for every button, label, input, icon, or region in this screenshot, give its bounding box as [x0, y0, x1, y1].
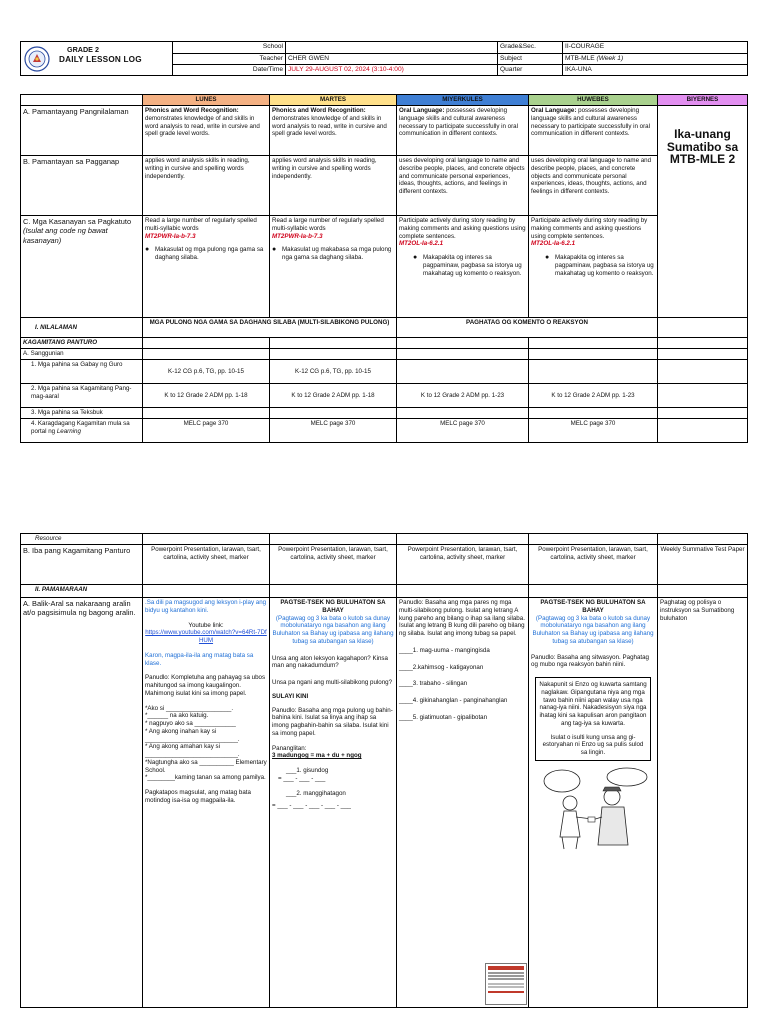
day-header-miyerkules: MIYERKULES: [397, 95, 529, 106]
ref1-biy: [658, 360, 748, 384]
pamamaraan-label: II. PAMAMARAAN: [21, 585, 143, 598]
youtube-link[interactable]: https://www.youtube.com/watch?v=64Rt-7DfHUM: [145, 629, 267, 644]
m-q2: Unsa pa ngani ang multi-silabikong pulong?: [272, 679, 393, 686]
day-header-biyernes: BIYERNES: [658, 95, 748, 106]
ref1-label: 1. Mga pahina sa Gabay ng Guro: [21, 360, 143, 384]
res-miy: [397, 534, 529, 545]
row-c-label-text: C. Mga Kasanayan sa Pagkatuto: [23, 217, 132, 226]
row-c-huw-text: Participate actively during story reading by making comments and asking questions using complete sentences.: [531, 217, 648, 240]
w-item1: ____1. mag-uuma - mangingisda: [399, 646, 490, 654]
row-c-lunes-objective: ● Makasulat og mga pulong nga gama sa daghang silaba.: [145, 246, 267, 262]
ref3-martes: [270, 408, 397, 419]
m-sulayi: SULAYI KINI: [272, 692, 309, 700]
row-a-lunes-head: Phonics and Word Recognition:: [145, 107, 239, 114]
w-item2: ____2.kahimsog - katigayonan: [399, 663, 484, 671]
row-c-lunes-code: MT2PWR-Ia-b-7.3: [145, 232, 196, 240]
row-c-lunes-text: Read a large number of regularly spelled multi-syllabic words: [145, 217, 257, 232]
child-and-police-illustration: [532, 767, 654, 851]
balik-aral-martes: [270, 598, 397, 1008]
sang-miy: [397, 349, 529, 360]
row-c-huwebes: [529, 216, 658, 318]
ref2-huwebes: K to 12 Grade 2 ADM pp. 1-23: [529, 384, 658, 408]
ref1-lunes: K-12 CG p.6, TG, pp. 10-15: [143, 360, 270, 384]
iba-biyernes: Weekly Summative Test Paper: [658, 545, 748, 585]
l-fill-4: * Ang akong inahan kay si ___________________________.: [145, 727, 240, 743]
m-panudlo: Panudlo: Basaha ang mga pulong ug bahin-bahina kini. Isulat sa linya ang ihap sa imong pagbahin-bahin sa silaba. Isulat kini sa imong papel.: [272, 706, 393, 737]
row-c-martes-text: Read a large number of regularly spelled multi-syllabic words: [272, 217, 384, 232]
m-instruction: (Pagtawag og 3 ka bata o kutob sa dunay mobolunataryo nga basahon ang ilang Buluhaton sa Bahay ug ipabasa ang ilahang tubag sa atubangan sa klase): [272, 614, 394, 645]
l-fill-6: *Nagtungha ako sa __________ Elementary School.: [145, 758, 267, 774]
kag-lunes: [143, 338, 270, 349]
pam-biy: [658, 585, 748, 598]
ref2-biy: [658, 384, 748, 408]
row-c-miy-text: Participate actively during story reading by making comments and asking questions using complete sentences.: [399, 217, 526, 240]
l-fill-1: *Ako si ___________________.: [145, 704, 234, 712]
row-b-martes: applies word analysis skills in reading, writing in cursive and spelling words independently.: [270, 156, 397, 216]
ref2-lunes: K to 12 Grade 2 ADM pp. 1-18: [143, 384, 270, 408]
balik-aral-label: A. Balik-Aral sa nakaraang aralin at/o pagsisimula ng bagong aralin.: [21, 598, 143, 1008]
w-item5: ____5. giatimuotan - gipalibotan: [399, 713, 488, 721]
subject-label: Subject: [498, 54, 563, 65]
row-a-huw-head: Oral Language:: [531, 107, 577, 114]
day-header-huwebes: HUWEBES: [529, 95, 658, 106]
row-b-lunes: applies word analysis skills in reading, writing in cursive and spelling words independently.: [143, 156, 270, 216]
ref4-biy: [658, 419, 748, 443]
sang-biy: [658, 349, 748, 360]
teacher-label: Teacher: [173, 54, 286, 65]
row-c-label: [21, 216, 143, 318]
h-instruction: (Pagtawag og 3 ka bata o kutob sa dunay mobolunataryo nga basahon ang ilang Buluhaton sa Bahay ug ipabasa ang ilahang tubag sa atubangan sa klase): [532, 614, 654, 645]
m-pananglitan: Pananglitan:: [272, 744, 307, 752]
balik-aral-miyerkules: [397, 598, 529, 1008]
ref3-lunes: [143, 408, 270, 419]
balik-aral-huwebes: [529, 598, 658, 1008]
header-logo-cell: [21, 42, 173, 76]
l-karon: Karon, magpa-ila-ila ang matag bata sa klase.: [145, 651, 254, 667]
m-q1: Unsa ang aton leksyon kagahapon? Kinsa man ang nakadumdum?: [272, 654, 388, 670]
ref3-huw: [529, 408, 658, 419]
ref3-label: 3. Mga pahina sa Teksbuk: [21, 408, 143, 419]
quarter-value: IKA-UNA: [563, 65, 748, 76]
row-c-label-note: (Isulat ang code ng bawat kasanayan): [23, 226, 108, 245]
sang-martes: [270, 349, 397, 360]
ref4-miyerkules: MELC page 370: [397, 419, 529, 443]
res-martes: [270, 534, 397, 545]
m-item1-blanks: = ___ - ___ - ___: [278, 774, 326, 782]
lesson-table-p2: [20, 533, 748, 1008]
row-b-label: B. Pamantayan sa Pagganap: [21, 156, 143, 216]
sang-huw: [529, 349, 658, 360]
row-c-lunes: [143, 216, 270, 318]
row-a-label: A. Pamantayang Pangnilalaman: [21, 106, 143, 156]
nilalaman-lunes-martes: MGA PULONG NGA GAMA SA DAGHANG SILABA (MULTI-SILABIKONG PULONG): [143, 318, 397, 338]
subject-week: (Week 1): [596, 55, 624, 62]
datetime-label: Date/Time: [173, 65, 286, 76]
subject-value: [563, 54, 748, 65]
res-huw: [529, 534, 658, 545]
nilalaman-label: I. NILALAMAN: [21, 318, 143, 338]
row-a-martes-head: Phonics and Word Recognition:: [272, 107, 366, 114]
w-item3: ____3. trabaho - silingan: [399, 680, 468, 688]
iba-miyerkules: Powerpoint Presentation, larawan, tsart, cartolina, activity sheet, marker: [397, 545, 529, 585]
m-example: 3 madungog = ma + du + ngog: [272, 752, 362, 760]
row-a-martes: [270, 106, 397, 156]
gradesec-value: II-COURAGE: [563, 42, 748, 54]
subject-name: MTB-MLE: [565, 55, 595, 62]
datetime-value: JULY 29-AUGUST 02, 2024 (3:10-4:00): [286, 65, 498, 76]
lesson-table-p1: [20, 94, 748, 443]
kagamitang-panturo-label: KAGAMITANG PANTURO: [21, 338, 143, 349]
ref1-huw: [529, 360, 658, 384]
m-head: PAGTSE-TSEK NG BULUHATON SA BAHAY: [280, 599, 386, 614]
l-fill-3: * nagpuyo ako sa ____________: [145, 720, 236, 727]
iba-martes: Powerpoint Presentation, larawan, tsart, cartolina, activity sheet, marker: [270, 545, 397, 585]
ref1-martes: K-12 CG p.6, TG, pp. 10-15: [270, 360, 397, 384]
ref4-lunes: MELC page 370: [143, 419, 270, 443]
row-c-miy-code: MT2OL-Ia-6.2.1: [399, 240, 444, 248]
row-a-miy-text: possesses developing language skills and cultural awareness necessary to participate successfully in oral communication in different contexts.: [399, 107, 518, 138]
w-panudlo: Panudlo: Basaha ang mga pares ng mga multi-silabikong pulong. Isulat ang letrang A kung pareho ang bilang o ihap sa ilang silaba. Isulat ang letrang B kung dili pareho og bilang ng silaba. Isulat ang imong tubag sa papel.: [399, 599, 525, 637]
nilalaman-biyernes: [658, 318, 748, 338]
ref2-martes: K to 12 Grade 2 ADM pp. 1-18: [270, 384, 397, 408]
ref4-label: [21, 419, 143, 443]
ref4-martes: MELC page 370: [270, 419, 397, 443]
iba-pang-kagamitan-label: B. Iba pang Kagamitang Panturo: [21, 545, 143, 585]
row-a-miy-head: Oral Language:: [399, 107, 445, 114]
row-c-miyerkules: [397, 216, 529, 318]
row-a-lunes: [143, 106, 270, 156]
m-item2: ___2. manggihatagon: [286, 789, 346, 797]
kag-biy: [658, 338, 748, 349]
ref1-miy: [397, 360, 529, 384]
row-c-martes: [270, 216, 397, 318]
teacher-value: CHER GWEN: [286, 54, 498, 65]
biyernes-summative-title: Ika-unang Sumatibo sa MTB-MLE 2: [658, 106, 748, 318]
ref3-miy: [397, 408, 529, 419]
quarter-label: Quarter: [498, 65, 563, 76]
row-c-huw-code: MT2OL-Ia-6.2.1: [531, 240, 576, 248]
school-label: School: [173, 42, 286, 54]
w-item4: ____4. gikinahanglan - panginahanglan: [399, 697, 508, 704]
l-fill-7: *________kaming tanan sa among pamilya.: [145, 774, 266, 782]
h-story: Nakapunit si Enzo og kuwarta samtang naglakaw. Gipangutana niya ang mga tawo bahin niini apan walay usa nga nanag-iya niini. Nakadesisyon siya nga ihatag kini sa kapulisan aron pangitaon ang tag-iya sa kuwarta.: [539, 681, 647, 727]
row-c-martes-objective: ● Makasulat ug makabasa sa mga pulong nga gama sa daghang silaba.: [272, 246, 394, 262]
ref2-label: 2. Mga pahina sa Kagamitang Pang-mag-aaral: [21, 384, 143, 408]
ref4-huwebes: MELC page 370: [529, 419, 658, 443]
m-item2-blanks: = ___ - ___ - ___ - ___ - ___: [272, 802, 351, 810]
corner-cell: [21, 95, 143, 106]
row-b-miyerkules: uses developing oral language to name and describe people, places, and concrete objects and communicate personal experiences, ideas, thoughts, actions, and feelings in different contexts.: [397, 156, 529, 216]
deped-seal-icon: [24, 46, 50, 72]
row-c-miy-objective: ● Makapakita og interes sa pagpaminaw, pagbasa sa istorya ug makahatag ug komento o reaksyon.: [413, 254, 526, 277]
balik-aral-biyernes: Paghatag og polisya o instruksyon sa Sumatibong buluhaton: [658, 598, 748, 1008]
school-value: [286, 42, 498, 54]
ref4-label-learning: Learning: [56, 427, 81, 435]
gradesec-label: Grade&Sec.: [498, 42, 563, 54]
row-a-huw-text: possesses developing language skills and cultural awareness necessary to participate successfully in oral communication in different contexts.: [531, 107, 650, 138]
h-head: PAGTSE-TSEK NG BULUHATON SA BAHAY: [540, 599, 646, 614]
day-header-martes: MARTES: [270, 95, 397, 106]
nilalaman-miy-huw: PAGHATAG OG KOMENTO O REAKSYON: [397, 318, 658, 338]
l-fill-2: *______ na ako katuig.: [145, 712, 209, 720]
header-table: [20, 41, 748, 76]
kag-miy: [397, 338, 529, 349]
res-lunes: [143, 534, 270, 545]
balik-aral-lunes: [143, 598, 270, 1008]
kag-huw: [529, 338, 658, 349]
row-a-lunes-text: demonstrates knowledge of and skills in word analysis to read, write in cursive and spell grade level words.: [145, 114, 260, 138]
resource-label: Resource: [21, 534, 143, 545]
pam-lunes: [143, 585, 270, 598]
l-panudlo: Panudlo: Kompletuha ang pahayag sa ubos mahitungod sa imong kaugalingon. Mahimong isulat kini sa imong papel.: [145, 674, 266, 697]
pam-huw: [529, 585, 658, 598]
worksheet-thumbnail: [485, 963, 527, 1005]
row-a-huwebes: [529, 106, 658, 156]
sang-lunes: [143, 349, 270, 360]
row-c-huw-objective: ● Makapakita og interes sa pagpaminaw, pagbasa sa istorya ug makahatag ug komento o reaksyon.: [545, 254, 655, 277]
day-header-lunes: LUNES: [143, 95, 270, 106]
h-panudlo: Panudlo: Basaha ang sitwasyon. Paghatag og mubo nga reaksyon bahin niini.: [531, 653, 649, 669]
h-story-question: Isulat o isulti kung unsa ang gi-estoryahan ni Enzo ug sa pulis sulod sa lingin.: [542, 733, 644, 756]
dll-title: DAILY LESSON LOG: [59, 55, 142, 64]
kag-martes: [270, 338, 397, 349]
l-intro: .Sa dili pa magsugod ang leksyon i-play ang bidyu ug kantahon kini.: [145, 599, 267, 614]
l-pagkatapos: Pagkatapos magsulat, ang matag bata motindog isa-isa og magpaila-ila.: [145, 789, 251, 804]
grade-label: GRADE 2: [67, 45, 99, 54]
row-c-martes-code: MT2PWR-Ia-b-7.3: [272, 232, 323, 240]
pam-miy: [397, 585, 529, 598]
l-youtube-label: Youtube link:: [188, 621, 224, 629]
sanggunian-label: A. Sanggunian: [21, 349, 143, 360]
ref2-miyerkules: K to 12 Grade 2 ADM pp. 1-23: [397, 384, 529, 408]
pam-martes: [270, 585, 397, 598]
situation-box: [535, 677, 651, 761]
ref3-biy: [658, 408, 748, 419]
m-item1: ___1. gisundog: [286, 767, 329, 774]
l-fill-5: * Ang akong amahan kay si ___________________________.: [145, 743, 240, 758]
ref4-label-text: 4. Karagdagang Kagamitan mula sa portal ng: [31, 420, 130, 435]
row-a-miyerkules: [397, 106, 529, 156]
iba-lunes: Powerpoint Presentation, larawan, tsart, cartolina, activity sheet, marker: [143, 545, 270, 585]
row-a-martes-text: demonstrates knowledge of and skills in word analysis to read, write in cursive and spell grade level words.: [272, 114, 387, 138]
iba-huwebes: Powerpoint Presentation, larawan, tsart, cartolina, activity sheet, marker: [529, 545, 658, 585]
res-biy: [658, 534, 748, 545]
row-b-huwebes: uses developing oral language to name and describe people, places, and concrete objects and communicate personal experiences, ideas, thoughts, actions, and feelings in different contexts.: [529, 156, 658, 216]
